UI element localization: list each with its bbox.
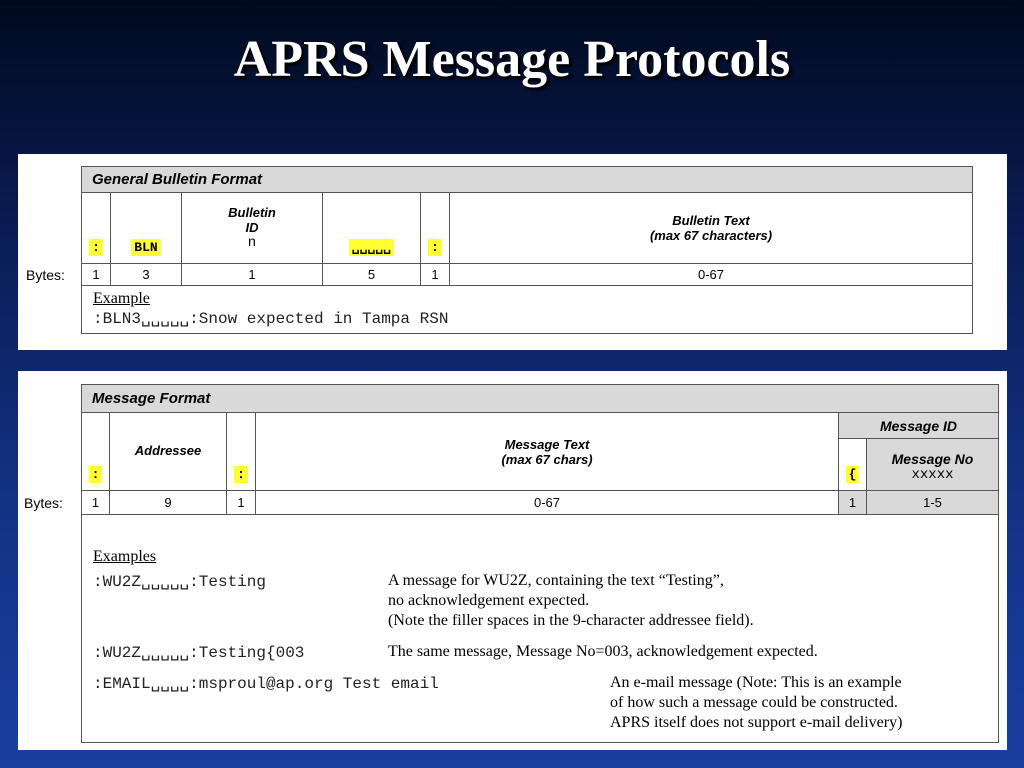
byte-count: 5: [323, 264, 421, 286]
field-addressee: Addressee: [110, 413, 227, 491]
field-bulletin-text: [450, 193, 973, 264]
field-brace: {: [839, 439, 867, 491]
byte-count: 1: [182, 264, 323, 286]
field-value: n: [247, 235, 257, 251]
byte-count: 9: [110, 491, 227, 515]
bulletin-format-table: [81, 166, 973, 334]
example-code: :BLN3␣␣␣␣␣:Snow expected in Tampa RSN: [93, 310, 449, 328]
examples-section: [82, 515, 999, 743]
field-message-no: [867, 439, 999, 491]
bytes-label: Bytes:: [24, 495, 63, 511]
field-colon-1: :: [82, 193, 111, 264]
field-label: Message Text: [504, 437, 590, 452]
field-bln: BLN: [111, 193, 182, 264]
message-format-panel: [18, 371, 1007, 750]
field-label: (max 67 chars): [501, 452, 593, 467]
table-header: Message Format: [82, 385, 999, 413]
example-code: :WU2Z␣␣␣␣␣:Testing: [93, 573, 266, 591]
field-colon-2: :: [421, 193, 450, 264]
field-filler: ␣␣␣␣␣: [323, 193, 421, 264]
field-message-text: [256, 413, 839, 491]
example-title: Example: [93, 290, 150, 307]
field-label: Bulletin Text: [672, 213, 750, 228]
field-label: Bulletin: [228, 205, 276, 220]
field-colon-1: :: [82, 413, 110, 491]
byte-count: 3: [111, 264, 182, 286]
field-label: ID: [245, 220, 259, 235]
byte-count: 0-67: [450, 264, 973, 286]
byte-count: 1: [82, 491, 110, 515]
examples-title: Examples: [93, 548, 157, 565]
bytes-label: Bytes:: [26, 267, 65, 283]
byte-count: 1-5: [867, 491, 999, 515]
byte-count: 1: [82, 264, 111, 286]
field-colon-2: :: [227, 413, 256, 491]
message-format-table: [81, 384, 999, 743]
field-bulletin-id: [182, 193, 323, 264]
example-description: The same message, Message No=003, acknowledgement expected.: [388, 643, 818, 660]
field-value: xxxxx: [911, 467, 954, 483]
example-description: An e-mail message (Note: This is an example of how such a message could be constructed. APRS itself does not support e-mail delivery): [610, 674, 903, 731]
example-section: [82, 286, 973, 334]
example-code: :EMAIL␣␣␣␣:msproul@ap.org Test email: [93, 675, 439, 693]
table-header: General Bulletin Format: [82, 167, 973, 193]
bulletin-format-panel: [18, 154, 1007, 350]
field-label: (max 67 characters): [649, 228, 773, 243]
byte-count: 0-67: [256, 491, 839, 515]
byte-count: 1: [227, 491, 256, 515]
example-description: A message for WU2Z, containing the text “Testing”, no acknowledgement expected. (Note the filler spaces in the 9-character addressee field).: [388, 572, 754, 629]
slide-title: APRS Message Protocols: [233, 31, 791, 88]
example-code: :WU2Z␣␣␣␣␣:Testing{003: [93, 644, 305, 662]
byte-count: 1: [421, 264, 450, 286]
message-id-header: Message ID: [839, 413, 999, 439]
field-label: Message No: [891, 451, 974, 467]
byte-count: 1: [839, 491, 867, 515]
